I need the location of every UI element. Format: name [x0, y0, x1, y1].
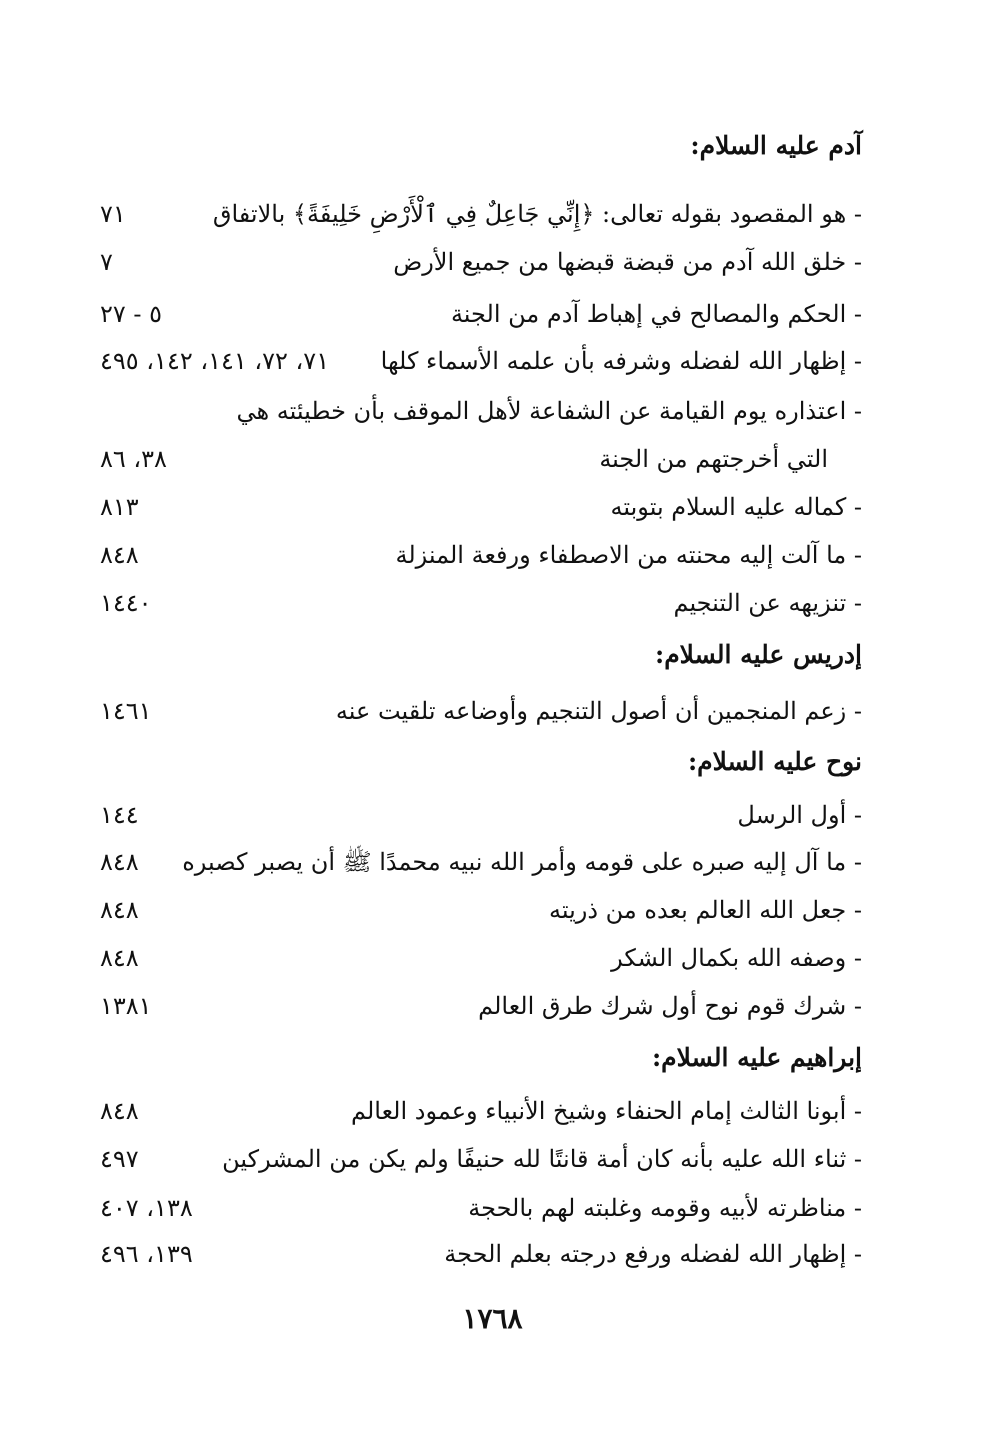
entry-page-refs: ٧١	[100, 200, 126, 228]
entry-page-refs: ١٤٤	[100, 801, 139, 829]
entry-text: - أول الرسل	[737, 801, 862, 829]
entry-page-refs: ٣٨، ٨٦	[100, 445, 167, 473]
heading-text: آدم عليه السلام:	[690, 131, 862, 160]
entry-text: - هو المقصود بقوله تعالى: ﴿إِنِّي جَاعِلٌ فِي ٱلْأَرْضِ خَلِيفَةً﴾ بالاتفاق	[212, 200, 862, 228]
index-entry	[60, 238, 862, 286]
index-entry	[60, 1230, 862, 1278]
entry-page-refs: ٨٤٨	[100, 896, 139, 924]
entry-page-refs: ٨٤٨	[100, 848, 139, 876]
index-entry	[60, 982, 862, 1030]
entry-page-refs: ٧١، ٧٢، ١٤١، ١٤٢، ٤٩٥	[100, 347, 330, 375]
index-entry	[60, 387, 862, 435]
index-entry	[60, 1135, 862, 1183]
index-entry	[60, 1184, 862, 1232]
entry-page-refs: ٥ - ٢٧	[100, 300, 163, 328]
entry-text: - أبونا الثالث إمام الحنفاء وشيخ الأنبياء وعمود العالم	[350, 1097, 862, 1125]
entry-text: - مناظرته لأبيه وقومه وغلبته لهم بالحجة	[468, 1194, 862, 1222]
index-entry	[60, 886, 862, 934]
entry-text: - كماله عليه السلام بتوبته	[610, 493, 862, 521]
entry-text: - الحكم والمصالح في إهباط آدم من الجنة	[450, 300, 862, 328]
entry-page-refs: ٨٤٨	[100, 541, 139, 569]
entry-text: - اعتذاره يوم القيامة عن الشفاعة لأهل الموقف بأن خطيئته هي	[236, 397, 862, 425]
index-entry	[60, 337, 862, 385]
heading-text: نوح عليه السلام:	[687, 747, 862, 776]
index-entry	[60, 190, 862, 238]
entry-text: - وصفه الله بكمال الشكر	[611, 944, 862, 972]
index-entry	[60, 531, 862, 579]
entry-page-refs: ٨٤٨	[100, 944, 139, 972]
index-entry	[60, 483, 862, 531]
entry-page-refs: ١٤٤٠	[100, 589, 152, 617]
entry-text: التي أخرجتهم من الجنة	[599, 445, 828, 473]
entry-text: - جعل الله العالم بعده من ذريته	[548, 896, 862, 924]
index-entry	[60, 687, 862, 735]
index-entry	[60, 435, 862, 483]
entry-text: - شرك قوم نوح أول شرك طرق العالم	[478, 992, 862, 1020]
entry-page-refs: ١٤٦١	[100, 697, 152, 725]
index-entry	[60, 791, 862, 839]
entry-page-refs: ١٣٩، ٤٩٦	[100, 1240, 193, 1268]
index-entry	[60, 1087, 862, 1135]
section-heading	[60, 738, 862, 786]
entry-text: - إظهار الله لفضله وشرفه بأن علمه الأسماء كلها	[380, 347, 862, 375]
entry-page-refs: ١٣٨، ٤٠٧	[100, 1194, 193, 1222]
index-entry	[60, 838, 862, 886]
entry-text: - ما آلت إليه محنته من الاصطفاء ورفعة المنزلة	[395, 541, 862, 569]
entry-text: - زعم المنجمين أن أصول التنجيم وأوضاعه تلقيت عنه	[335, 697, 862, 725]
entry-text: - تنزيهه عن التنجيم	[673, 589, 862, 617]
entry-page-refs: ٨١٣	[100, 493, 139, 521]
entry-page-refs: ٤٩٧	[100, 1145, 139, 1173]
heading-text: إدريس عليه السلام:	[654, 640, 862, 669]
index-entry	[60, 290, 862, 338]
section-heading	[60, 122, 862, 170]
entry-page-refs: ٨٤٨	[100, 1097, 139, 1125]
entry-text: - ما آل إليه صبره على قومه وأمر الله نبيه محمدًا ﷺ أن يصبر كصبره	[182, 848, 862, 876]
section-heading	[60, 631, 862, 679]
page-number: ١٧٦٨	[462, 1302, 523, 1335]
entry-page-refs: ٧	[100, 248, 113, 276]
entry-text: - خلق الله آدم من قبضة قبضها من جميع الأرض	[393, 248, 862, 276]
index-entry	[60, 579, 862, 627]
heading-text: إبراهيم عليه السلام:	[651, 1043, 862, 1072]
entry-page-refs: ١٣٨١	[100, 992, 152, 1020]
entry-text: - ثناء الله عليه بأنه كان أمة قانتًا لله حنيفًا ولم يكن من المشركين	[222, 1145, 862, 1173]
section-heading	[60, 1034, 862, 1082]
entry-text: - إظهار الله لفضله ورفع درجته بعلم الحجة	[444, 1240, 862, 1268]
index-entry	[60, 934, 862, 982]
